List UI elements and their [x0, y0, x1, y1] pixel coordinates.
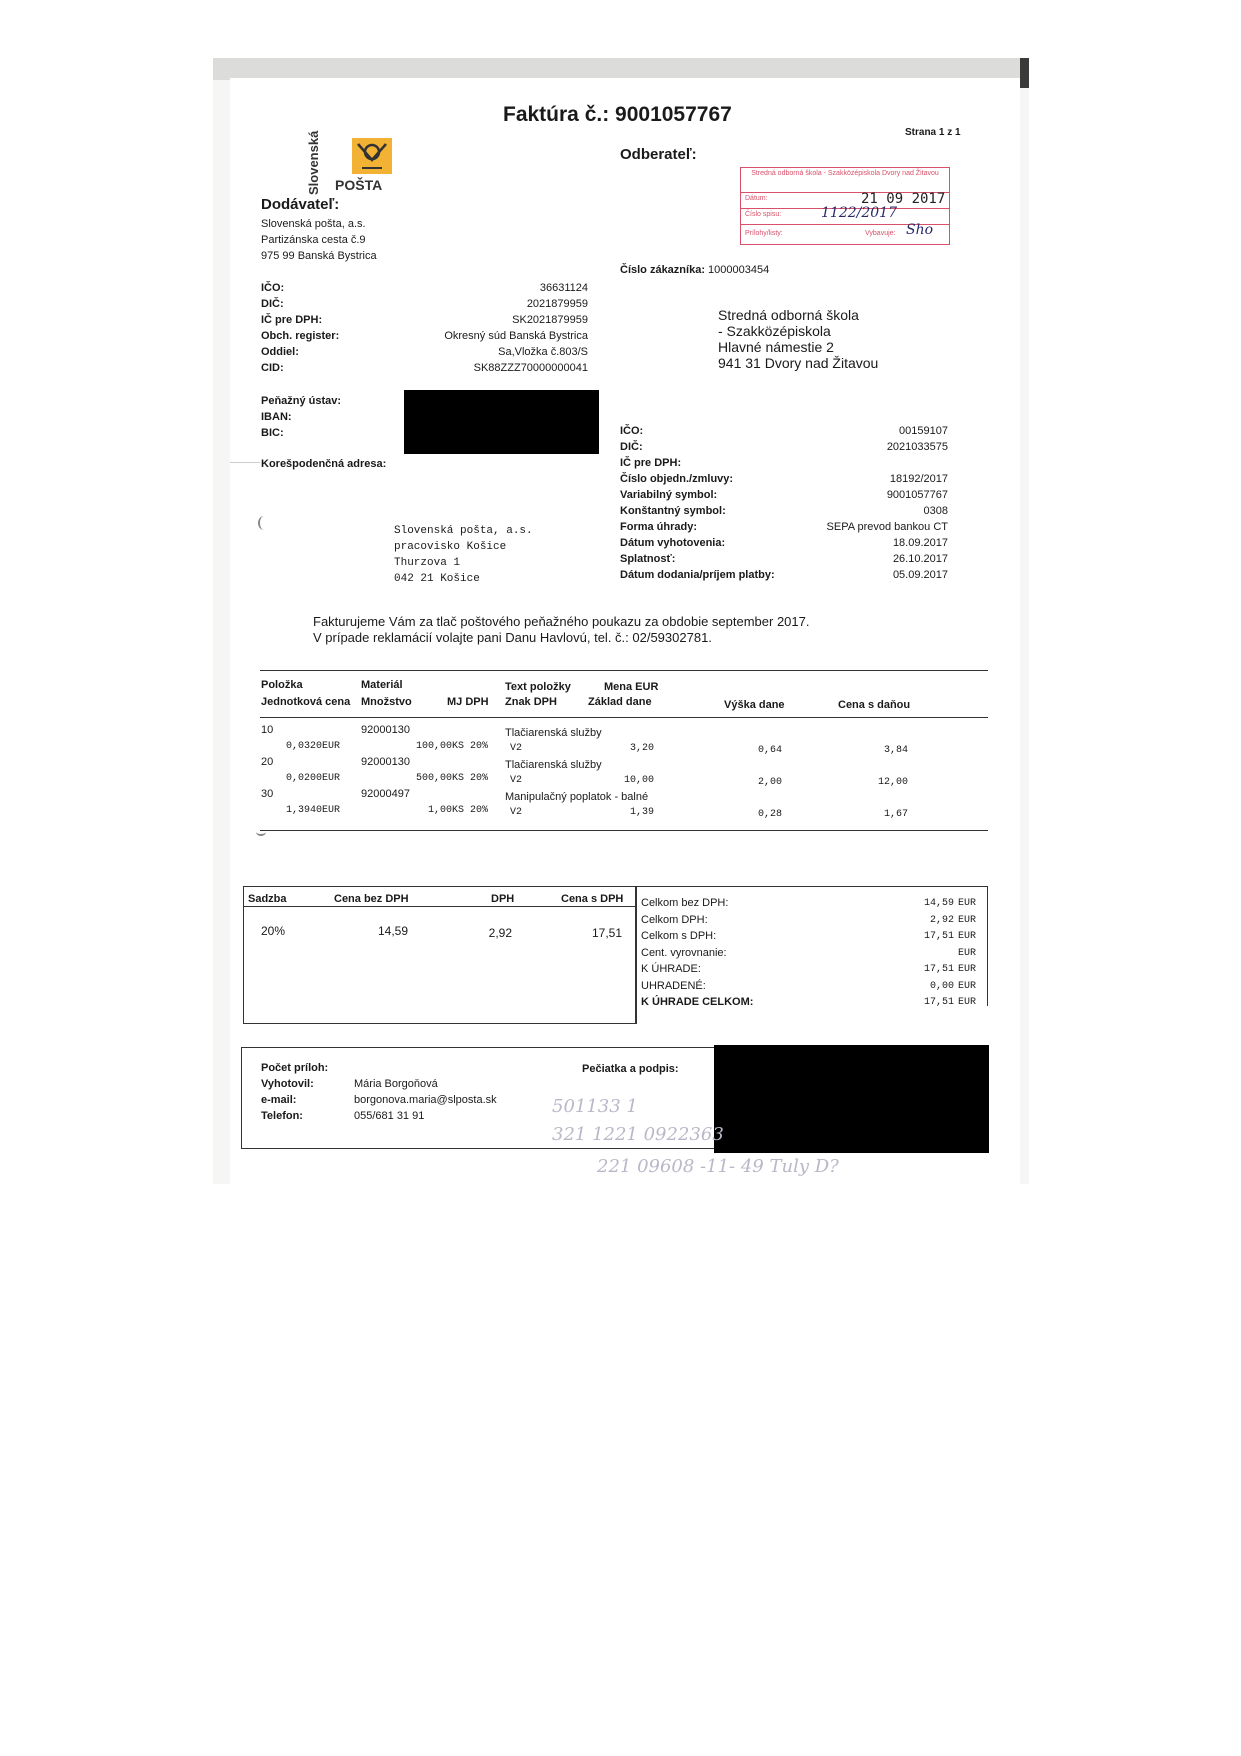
col-header-unit-vat: MJ DPH: [447, 696, 489, 708]
col-header-currency: Mena EUR: [604, 681, 659, 693]
post-horn-icon: [352, 138, 392, 174]
divider: [987, 886, 988, 1006]
handwriting-line-2: 321 1221 0922363: [552, 1124, 724, 1145]
col-header-base: Základ dane: [588, 696, 652, 708]
totals-top-rule: [635, 886, 987, 887]
customer-number-row: Číslo zákazníka: 1000003454: [620, 264, 770, 276]
col-header-item: Položka: [261, 679, 303, 691]
customer-field-labels: IČO: DIČ: IČ pre DPH: Číslo objedn./zmluvy: Variabilný symbol: Konštantný symbol: Forma úhrady: Dátum vyhotovenia: Splatnosť: Dátum dodania/príjem platby:: [620, 425, 775, 581]
punch-hole-mark: [256, 828, 266, 836]
correspondence-address: Slovenská pošta, a.s. pracovisko Košice Thurzova 1 042 21 Košice: [394, 525, 533, 585]
col-header-qty: Množstvo: [361, 696, 412, 708]
supplier-field-values: 36631124 2021879959 SK2021879959 Okresný súd Banská Bystrica Sa,Vložka č.803/S SK88ZZZ70000000041: [444, 282, 588, 374]
col-header-unit-price: Jednotková cena: [261, 696, 351, 708]
customer-field-values: 00159107 2021033575 18192/2017 9001057767 0308 SEPA prevod bankou CT 18.09.2017 26.10.2017 05.09.2017: [826, 425, 948, 581]
col-header-material: Materiál: [361, 679, 403, 691]
handwriting-line-3: 221 09608 -11- 49 Tuly D?: [597, 1156, 839, 1177]
scan-edge-shadow: [213, 58, 1029, 80]
vat-rate: 20%: [261, 924, 286, 938]
correspondence-label: Korešpodenčná adresa:: [261, 458, 387, 470]
footer-values: Mária Borgoňová borgonova.maria@slposta.sk 055/681 31 91: [354, 1078, 497, 1122]
vat-header-rate: Sadzba: [248, 893, 287, 905]
vat-header-net: Cena bez DPH: [334, 893, 409, 905]
scan-corner-shadow: [1020, 58, 1029, 88]
totals-values: 14,59 2,92 17,51 17,51 0,00 17,51: [923, 898, 954, 1008]
handwriting-line-1: 501133 1: [552, 1096, 638, 1117]
bank-labels: Peňažný ústav: IBAN: BIC:: [261, 395, 342, 439]
items-table-bottom-rule: [260, 830, 988, 831]
supplier-heading: Dodávateľ:: [261, 196, 340, 213]
col-header-vat-amount: Výška dane: [724, 699, 785, 711]
customer-address: Stredná odborná škola - Szakközépiskola Hlavné námestie 2 941 31 Dvory nad Žitavou: [718, 307, 879, 371]
totals-labels: Celkom bez DPH: Celkom DPH: Celkom s DPH: Cent. vyrovnanie: K ÚHRADE: UHRADENÉ: K ÚHRADE CELKOM:: [641, 897, 754, 1008]
items-table-top-rule: [260, 670, 988, 671]
totals-currency: EUR EUR EUR EUR EUR EUR EUR: [958, 898, 977, 1008]
supplier-address: Slovenská pošta, a.s. Partizánska cesta č.9 975 99 Banská Bystrica: [261, 218, 377, 262]
footer-labels: Počet príloh: Vyhotovil: e-mail: Telefon:: [261, 1062, 329, 1122]
vat-amount: 2,92: [488, 926, 512, 940]
customer-heading: Odberateľ:: [620, 146, 697, 163]
received-stamp: Stredná odborná škola - Szakközépiskola Dvory nad Žitavou Dátum: 21 09 2017 Číslo spisu: 1122/2017 Prílohy/listy: Vybavuje: Sho: [740, 167, 950, 245]
col-header-text: Text položky: [505, 681, 571, 693]
page-number: Strana 1 z 1: [905, 127, 961, 138]
items-header-rule: [260, 717, 988, 718]
invoice-intro-text: Fakturujeme Vám za tlač poštového peňažného poukazu za obdobie september 2017. V prípade reklamácií volajte pani Danu Havlovú, tel. č.: 02/59302781.: [313, 614, 810, 645]
vat-header-gross: Cena s DPH: [561, 893, 624, 905]
divider: [635, 886, 636, 1023]
divider: [230, 462, 260, 463]
vat-header-rule: [243, 906, 635, 907]
redacted-signature: [714, 1045, 989, 1153]
logo-text-vertical: Slovenská: [306, 130, 321, 195]
vat-header-vat: DPH: [491, 893, 515, 905]
invoice-title: Faktúra č.: 9001057767: [503, 103, 732, 126]
vat-gross: 17,51: [591, 926, 622, 940]
col-header-vat-code: Znak DPH: [505, 696, 557, 708]
supplier-field-labels: IČO: DIČ: IČ pre DPH: Obch. register: Oddiel: CID:: [261, 282, 340, 374]
col-header-total: Cena s daňou: [838, 699, 911, 711]
punch-hole-mark: [258, 516, 270, 530]
redacted-bank-details: [404, 390, 599, 454]
logo-text: POŠTA: [335, 177, 383, 193]
signature-label: Pečiatka a podpis:: [582, 1063, 679, 1075]
vat-net: 14,59: [377, 924, 408, 938]
